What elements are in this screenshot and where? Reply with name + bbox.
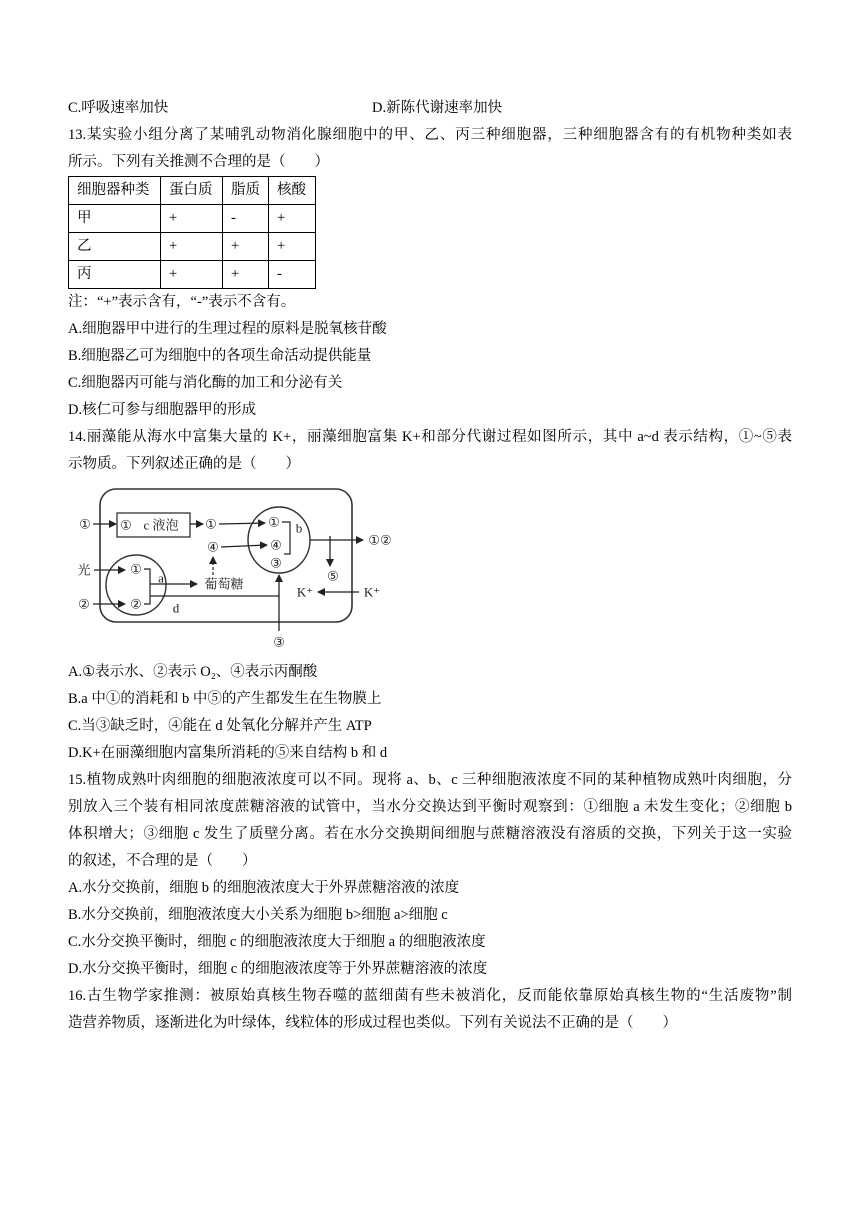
q15-stem-line-2: 别放入三个装有相同浓度蔗糖溶液的试管中，当水分交换达到平衡时观察到：①细胞 a 未发生变化；②细胞 b (68, 799, 792, 815)
table-cell: - (269, 261, 316, 289)
table-cell: + (223, 233, 269, 261)
substance-1-in-vacuole: ① (120, 517, 132, 533)
table-header-cell: 蛋白质 (161, 177, 223, 205)
q13-option-c: C.细胞器丙可能与消化酶的加工和分泌有关 (68, 375, 343, 391)
table-header-cell: 脂质 (223, 177, 269, 205)
glucose-label: 葡萄糖 (204, 576, 244, 592)
structure-b-bracket (282, 522, 290, 554)
q14-stem-line-2: 示物质。下列叙述正确的是（ ） (68, 456, 300, 472)
table-cell: + (161, 233, 223, 261)
q15-stem-line-3: 体积增大；③细胞 c 发生了质壁分离。若在水分交换期间细胞与蔗糖溶液没有溶质的交换，下列关于这一实验 (68, 826, 792, 842)
substance-4-cytoplasm: ④ (207, 539, 219, 555)
page-content (68, 95, 792, 1037)
q15-option-c: C.水分交换平衡时，细胞 c 的细胞液浓度大于细胞 a 的细胞液浓度 (68, 934, 486, 950)
table-cell: + (161, 205, 223, 233)
arrow-4-into-b (221, 545, 267, 547)
substance-1-outside: ① (79, 516, 91, 532)
table-row (69, 205, 316, 233)
k-ion-inside: K⁺ (296, 584, 314, 600)
light-label: 光 (77, 562, 91, 578)
organelle-table (68, 176, 316, 289)
q13-option-a: A.细胞器甲中进行的生理过程的原料是脱氧核苷酸 (68, 321, 387, 337)
q15-stem-line-1: 15.植物成熟叶肉细胞的细胞液浓度可以不同。现将 a、b、c 三种细胞液浓度不同的某种植物成熟叶肉细胞，分 (68, 772, 792, 788)
k-ion-outside: K⁺ (363, 584, 381, 600)
table-row (69, 233, 316, 261)
table-cell: + (269, 233, 316, 261)
table-cell: + (223, 261, 269, 289)
structure-a-substance-1: ① (130, 561, 142, 577)
structure-a-label: a (158, 570, 164, 586)
q14-option-b: B.a 中①的消耗和 b 中⑤的产生都发生在生物膜上 (68, 691, 382, 707)
table-row (69, 261, 316, 289)
q14-diagram-container (68, 478, 792, 659)
q16-stem-line-1: 16.古生物学家推测：被原始真核生物吞噬的蓝细菌有些未被消化，反而能依靠原始真核生物的“生活废物”制 (68, 988, 792, 1004)
structure-b-substance-4: ④ (270, 537, 282, 553)
structure-b-label: b (295, 520, 303, 536)
q14-option-c: C.当③缺乏时，④能在 d 处氧化分解并产生 ATP (68, 718, 372, 734)
q14-option-a: A.①表示水、②表示 O₂、④表示丙酮酸 (68, 664, 318, 680)
table-header-cell: 核酸 (269, 177, 316, 205)
vacuole-label: c 液泡 (143, 517, 179, 533)
q12-option-d: D.新陈代谢速率加快 (372, 100, 503, 116)
q14-option-d: D.K+在丽藻细胞内富集所消耗的⑤来自结构 b 和 d (68, 745, 388, 761)
k-uptake-metabolism-diagram (68, 478, 408, 659)
table-header-row (69, 177, 316, 205)
table-cell: 丙 (69, 261, 161, 289)
structure-a-substance-2: ② (130, 596, 142, 612)
q12-option-c: C.呼吸速率加快 (68, 100, 169, 116)
table-cell: + (269, 205, 316, 233)
q13-stem-line-1: 13.某实验小组分离了某哺乳动物消化腺细胞中的甲、乙、丙三种细胞器，三种细胞器含有的有机物种类如表 (68, 127, 792, 143)
table-cell: 甲 (69, 205, 161, 233)
q13-stem-line-2: 所示。下列有关推测不合理的是（ ） (68, 154, 329, 170)
q13-table-note: 注：“+”表示含有，“-”表示不含有。 (68, 294, 296, 310)
table-cell: 乙 (69, 233, 161, 261)
arrow-into-mitochondrion (219, 523, 265, 524)
q15-option-d: D.水分交换平衡时，细胞 c 的细胞液浓度等于外界蔗糖溶液的浓度 (68, 961, 488, 977)
structure-a-bracket (144, 569, 150, 604)
q13-option-b: B.细胞器乙可为细胞中的各项生命活动提供能量 (68, 348, 372, 364)
q15-option-b: B.水分交换前，细胞液浓度大小关系为细胞 b>细胞 a>细胞 c (68, 907, 448, 923)
substance-5: ⑤ (327, 568, 339, 584)
structure-d-label: d (172, 600, 180, 616)
q12-options-row (68, 95, 792, 122)
q15-stem-line-4: 的叙述，不合理的是（ ） (68, 853, 257, 869)
q15-option-a: A.水分交换前，细胞 b 的细胞液浓度大于外界蔗糖溶液的浓度 (68, 880, 460, 896)
table-cell: - (223, 205, 269, 233)
substance-1-cytoplasm: ① (205, 516, 217, 532)
substance-2-outside: ② (78, 596, 90, 612)
q14-stem-line-1: 14.丽藻能从海水中富集大量的 K+，丽藻细胞富集 K+和部分代谢过程如图所示，其中 a~d 表示结构，①~⑤表 (68, 429, 792, 445)
substance-3-outside: ③ (273, 634, 285, 650)
structure-b-substance-3: ③ (270, 555, 282, 571)
table-header-cell: 细胞器种类 (69, 177, 161, 205)
table-cell: + (161, 261, 223, 289)
q16-stem-line-2: 造营养物质，逐渐进化为叶绿体，线粒体的形成过程也类似。下列有关说法不正确的是（ ） (68, 1015, 677, 1031)
structure-b-substance-1: ① (268, 514, 280, 530)
q13-option-d: D.核仁可参与细胞器甲的形成 (68, 402, 257, 418)
products-label: ①② (368, 532, 392, 548)
